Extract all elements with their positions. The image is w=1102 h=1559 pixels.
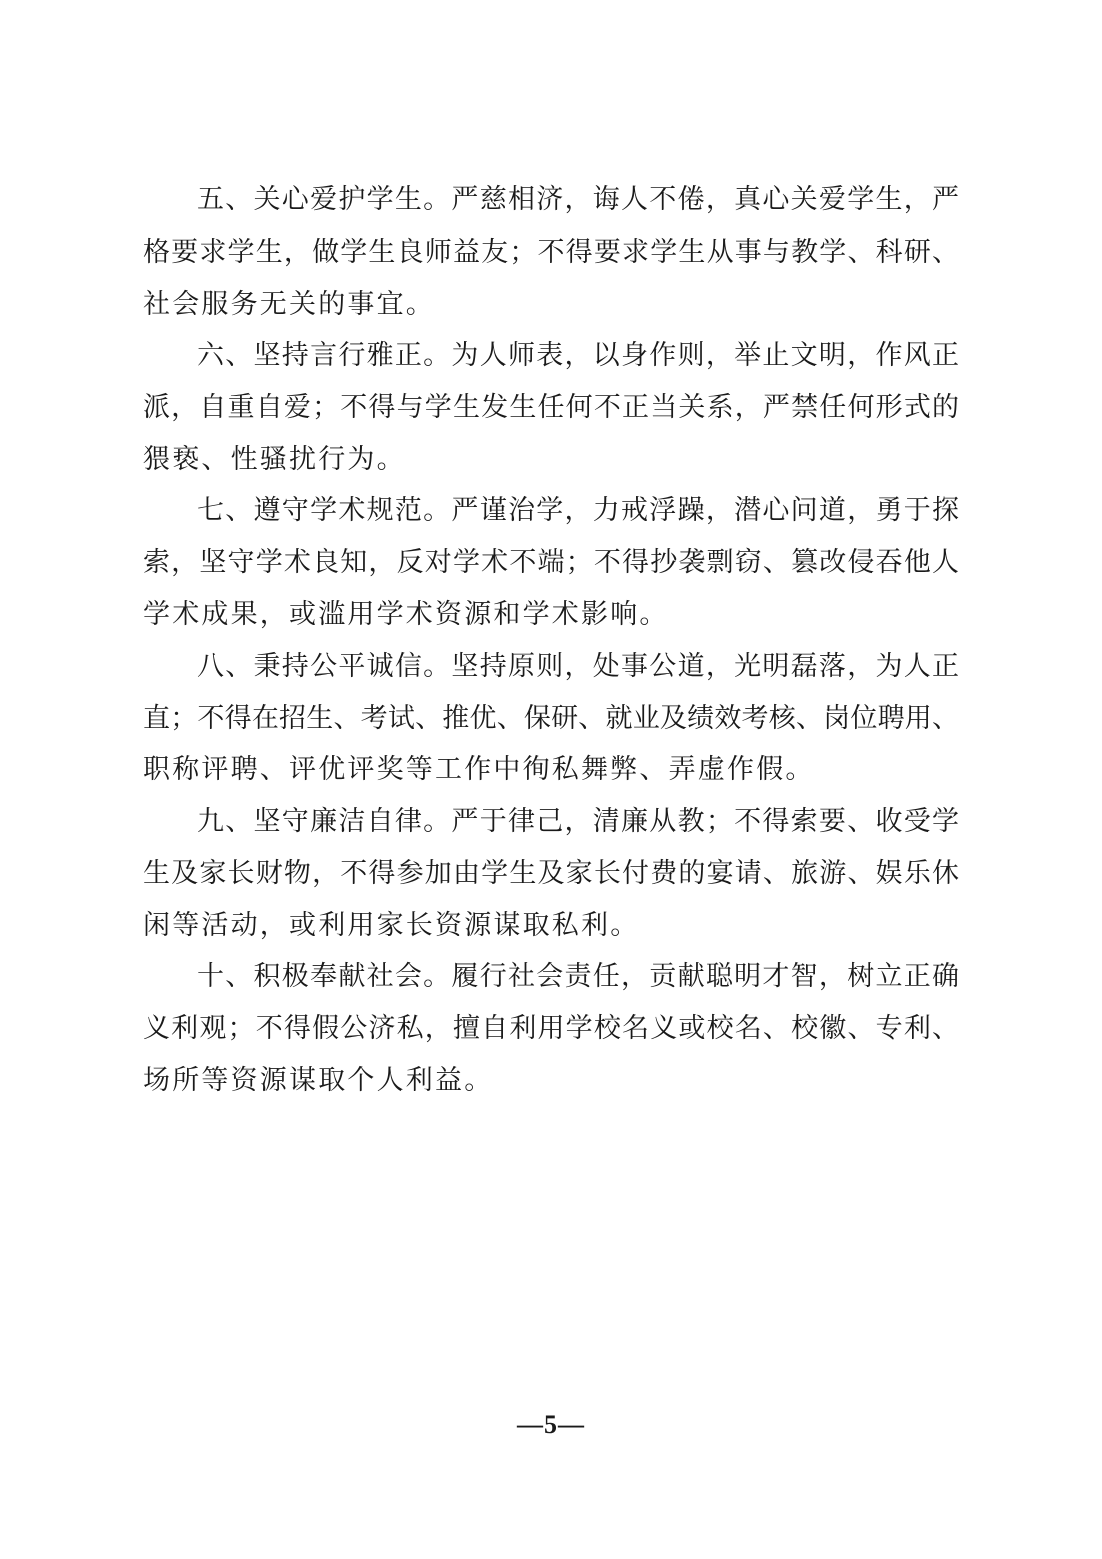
text-line: 义利观；不得假公济私，擅自利用学校名义或校名、校徽、专利、 [143, 1013, 959, 1044]
text-line: 直；不得在招生、考试、推优、保研、就业及绩效考核、岗位聘用、 [143, 703, 959, 734]
text-line: 七、遵守学术规范。严谨治学，力戒浮躁，潜心问道，勇于探 [197, 495, 959, 526]
text-line: 八、秉持公平诚信。坚持原则，处事公道，光明磊落，为人正 [197, 651, 959, 682]
text-line: 闲等活动，或利用家长资源谋取私利。 [143, 910, 640, 941]
text-line: 猥亵、性骚扰行为。 [143, 444, 406, 475]
page-number: —5— [517, 1410, 585, 1439]
text-line: 九、坚守廉洁自律。严于律己，清廉从教；不得索要、收受学 [197, 806, 959, 837]
text-line: 六、坚持言行雅正。为人师表，以身作则，举止文明，作风正 [197, 340, 959, 371]
text-line: 场所等资源谋取个人利益。 [143, 1065, 494, 1096]
text-line: 格要求学生，做学生良师益友；不得要求学生从事与教学、科研、 [143, 237, 959, 268]
text-line: 生及家长财物，不得参加由学生及家长付费的宴请、旅游、娱乐休 [143, 858, 959, 889]
text-line: 社会服务无关的事宜。 [143, 289, 435, 320]
text-line: 索，坚守学术良知，反对学术不端；不得抄袭剽窃、篡改侵吞他人 [143, 547, 959, 578]
text-line: 职称评聘、评优评奖等工作中徇私舞弊、弄虚作假。 [143, 754, 815, 785]
text-line: 派，自重自爱；不得与学生发生任何不正当关系，严禁任何形式的 [143, 392, 959, 423]
text-line: 五、关心爱护学生。严慈相济，诲人不倦，真心关爱学生，严 [197, 184, 959, 215]
text-line: 十、积极奉献社会。履行社会责任，贡献聪明才智，树立正确 [197, 961, 959, 992]
text-line: 学术成果，或滥用学术资源和学术影响。 [143, 599, 669, 630]
